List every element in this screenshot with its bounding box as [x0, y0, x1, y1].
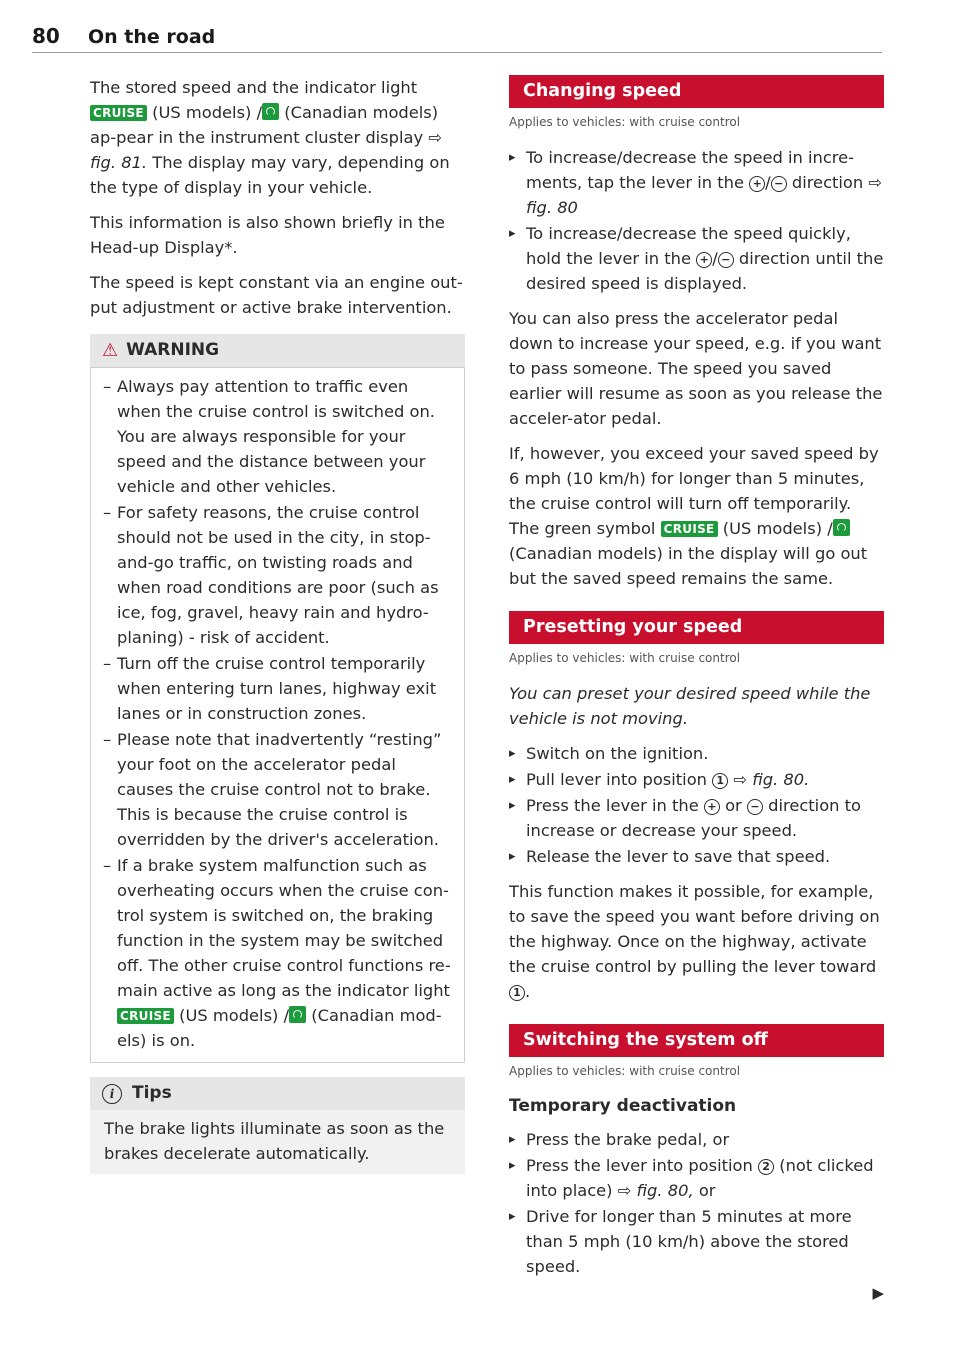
section-title-switching-off: Switching the system off: [509, 1024, 884, 1057]
fig-ref-80[interactable]: ⇨ fig. 80: [526, 173, 883, 217]
fig-ref-81[interactable]: ⇨ fig. 81.: [90, 128, 442, 172]
warning-item: – If a brake system malfunction such as overheating occurs when the cruise con-trol system is switched on, the braking function in the system may be switched off. The other cruise control functions re-main active as long as the indicator light CRUISE (US models) / (Canadian mod-els) is on.: [103, 853, 454, 1053]
step-item: ▸ Press the lever into position 2 (not clicked into place) ⇨ fig. 80, or: [509, 1153, 884, 1203]
tips-box: [90, 1077, 465, 1174]
canadian-cruise-icon: [262, 103, 279, 120]
applies-note: Applies to vehicles: with cruise control: [509, 1064, 741, 1078]
section-title-changing-speed: Changing speed: [509, 75, 884, 108]
position-1-symbol: 1: [712, 773, 728, 789]
cruise-indicator-icon: CRUISE: [661, 521, 718, 537]
accelerator-paragraph: You can also press the accelerator pedal down to increase your speed, e.g. if you want to pass someone. The speed you saved earlier will resume as soon as you release the acceler-ator pedal.: [509, 309, 883, 428]
exceed-paragraph: If, however, you exceed your saved speed by 6 mph (10 km/h) for longer than 5 minutes, the cruise control will turn off temporarily. The green symbol CRUISE (US models) / (Canadian models) in the display will go out but the saved speed remains the same.: [509, 444, 879, 588]
info-icon: i: [102, 1084, 122, 1104]
canadian-cruise-icon: [833, 519, 850, 536]
hud-paragraph: This information is also shown briefly in the Head-up Display*.: [90, 213, 445, 257]
step-item: ▸ To increase/decrease the speed quickly, hold the lever in the + / − direction until the desired speed is displayed.: [509, 221, 884, 296]
applies-note: Applies to vehicles: with cruise control: [509, 651, 741, 665]
header-rule: [32, 52, 882, 53]
presetting-intro: You can preset your desired speed while the vehicle is not moving.: [509, 684, 871, 728]
position-1-symbol: 1: [509, 985, 525, 1001]
warning-item: – For safety reasons, the cruise control should not be used in the city, in stop-and-go traffic, on twisting roads and when road conditions are poor (such as ice, fog, gravel, heavy rain and hydro-planing) - risk of accident.: [103, 500, 454, 650]
step-item: ▸ Release the lever to save that speed.: [509, 844, 884, 869]
step-item: ▸ Press the brake pedal, or: [509, 1127, 884, 1152]
warning-box: [90, 334, 465, 1063]
warning-item: – Always pay attention to traffic even when the cruise control is switched on. You are always responsible for your speed and the distance between your vehicle and other vehicles.: [103, 374, 454, 499]
tips-text: The brake lights illuminate as soon as the brakes decelerate automatically.: [90, 1110, 465, 1174]
plus-symbol: +: [749, 176, 765, 192]
plus-symbol: +: [704, 799, 720, 815]
cruise-indicator-icon: CRUISE: [117, 1008, 174, 1024]
step-item: ▸ Drive for longer than 5 minutes at more than 5 mph (10 km/h) above the stored speed.: [509, 1204, 884, 1279]
tips-header: [90, 1077, 465, 1110]
speed-paragraph: The speed is kept constant via an engine out-put adjustment or active brake intervention.: [90, 273, 463, 317]
step-item: ▸ To increase/decrease the speed in incre-ments, tap the lever in the + / − direction ⇨ fig. 80: [509, 145, 884, 220]
fig-ref-80[interactable]: ⇨ fig. 80,: [617, 1181, 694, 1200]
applies-note: Applies to vehicles: with cruise control: [509, 115, 741, 129]
warning-triangle-icon: ⚠: [102, 340, 119, 361]
minus-symbol: −: [771, 176, 787, 192]
step-item: ▸ Pull lever into position 1 ⇨ fig. 80.: [509, 767, 884, 792]
cruise-indicator-icon: CRUISE: [90, 105, 147, 121]
chapter-title: On the road: [88, 26, 216, 48]
warning-header: [90, 334, 465, 368]
presetting-paragraph: This function makes it possible, for example, to save the speed you want before driving on the highway. Once on the highway, activate the cruise control by pulling the lever toward 1 .: [509, 882, 880, 1001]
fig-ref-80[interactable]: ⇨ fig. 80.: [733, 770, 810, 789]
continue-arrow-icon: ▶: [872, 1284, 884, 1302]
plus-symbol: +: [696, 252, 712, 268]
left-column: [90, 75, 465, 1174]
warning-body: [90, 368, 465, 1063]
warning-item: – Turn off the cruise control temporarily when entering turn lanes, highway exit lanes or in construction zones.: [103, 651, 454, 726]
right-column: [509, 75, 884, 1302]
step-item: ▸ Press the lever in the + or − direction to increase or decrease your speed.: [509, 793, 884, 843]
minus-symbol: −: [718, 252, 734, 268]
page-header: [32, 24, 215, 48]
page-number: 80: [32, 24, 60, 48]
warning-title: WARNING: [126, 340, 220, 360]
intro-paragraph: The stored speed and the indicator light CRUISE (US models) / (Canadian models) ap-pear in the instrument cluster display ⇨ fig. 81. The display may vary, depending on the type of display in your vehicle.: [90, 78, 450, 197]
subheading-temporary-deactivation: Temporary deactivation: [509, 1096, 737, 1116]
warning-item: – Please note that inadvertently “resting” your foot on the accelerator pedal causes the cruise control not to brake. This is because the cruise control is overridden by the driver's acceleration.: [103, 727, 454, 852]
position-2-symbol: 2: [758, 1159, 774, 1175]
canadian-cruise-icon: [289, 1006, 306, 1023]
step-item: ▸ Switch on the ignition.: [509, 741, 884, 766]
tips-title: Tips: [132, 1083, 172, 1103]
minus-symbol: −: [747, 799, 763, 815]
section-title-presetting: Presetting your speed: [509, 611, 884, 644]
